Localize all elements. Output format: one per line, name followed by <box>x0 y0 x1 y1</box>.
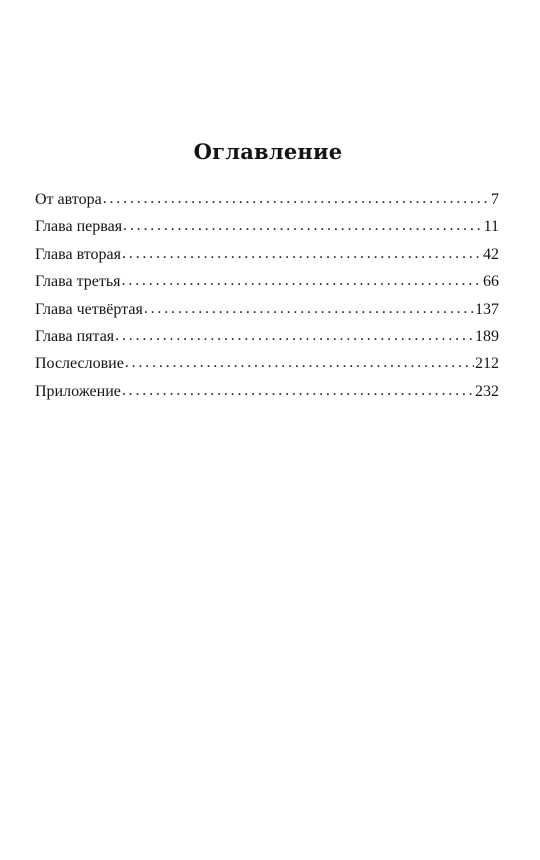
toc-entry-page-number: 11 <box>483 218 499 236</box>
toc-entry-chapter-4[interactable] <box>35 296 499 323</box>
dot-leader <box>123 212 483 239</box>
toc-entry-page-number: 212 <box>475 355 499 373</box>
toc-entry-page-number: 189 <box>475 327 499 345</box>
toc-entry-page-number: 66 <box>483 273 499 291</box>
toc-entry-label: Глава пятая <box>35 327 115 345</box>
dot-leader <box>122 240 482 267</box>
toc-entry-page-number: 42 <box>483 245 499 263</box>
table-of-contents <box>35 186 499 405</box>
dot-leader <box>125 349 474 376</box>
toc-entry-page-number: 232 <box>475 382 499 400</box>
toc-entry-label: Глава третья <box>35 273 121 291</box>
toc-entry-label: Глава первая <box>35 218 123 236</box>
dot-leader <box>115 322 474 349</box>
toc-entry-afterword[interactable] <box>35 350 499 377</box>
dot-leader <box>122 267 482 294</box>
toc-entry-appendix[interactable] <box>35 378 499 405</box>
page-title: Оглавление <box>193 139 343 164</box>
toc-entry-page-number: 137 <box>475 300 499 318</box>
dot-leader <box>144 295 474 322</box>
toc-entry-chapter-5[interactable] <box>35 323 499 350</box>
toc-entry-from-author[interactable] <box>35 186 499 213</box>
toc-entry-label: Глава вторая <box>35 245 121 263</box>
toc-entry-chapter-3[interactable] <box>35 268 499 295</box>
toc-entry-chapter-2[interactable] <box>35 241 499 268</box>
dot-leader <box>122 377 474 404</box>
dot-leader <box>103 185 490 212</box>
toc-entry-page-number: 7 <box>491 191 499 208</box>
toc-entry-label: От автора <box>35 191 102 208</box>
toc-entry-label: Глава четвёртая <box>35 300 143 318</box>
toc-entry-chapter-1[interactable] <box>35 213 499 240</box>
toc-entry-label: Приложение <box>35 382 121 400</box>
toc-entry-label: Послесловие <box>35 355 124 373</box>
